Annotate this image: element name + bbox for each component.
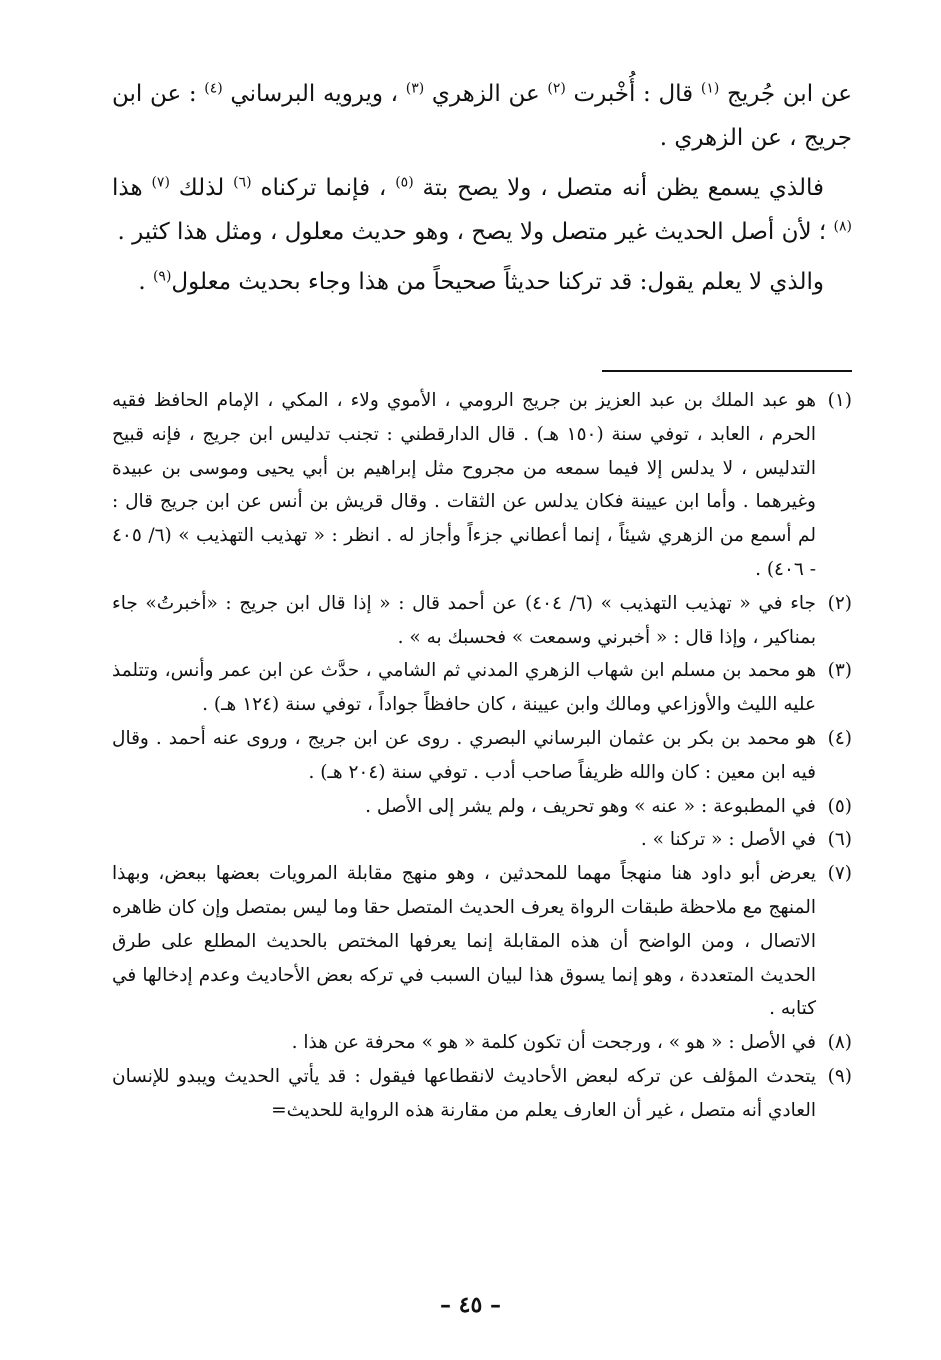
footnote-ref-1[interactable]: (١): [700, 80, 720, 97]
footnote-9: [112, 1060, 852, 1128]
footnote-text: جاء في « تهذيب التهذيب » (٦/ ٤٠٤) عن أحمد قال : « إذا قال ابن جريج : «أخبرتُ» جاء بمناكير ، وإذا قال : « أخبرني وسمعت » فحسبك به » .: [112, 592, 816, 648]
footnote-number: (١): [827, 390, 852, 411]
footnote-6: [112, 823, 852, 857]
footnote-1: [112, 384, 852, 587]
main-text: [112, 72, 852, 310]
footnote-number: (٢): [827, 592, 852, 614]
footnote-number: (٦): [827, 829, 852, 851]
paragraph-1: عن ابن جُريج $^{(١)}$ قال : أُخْبرت $^{(٢)}$ عن الزهري $^{(٣)}$ ، ويرويه البرساني $^{(٤)}$ : عن ابن جريج ، عن الزهري .: [112, 80, 852, 151]
footnote-ref-4[interactable]: (٤): [204, 80, 223, 97]
footnote-ref-5[interactable]: (٥): [395, 174, 414, 191]
footnote-text: يعرض أبو داود هنا منهجاً مهما للمحدثين ، وهو منهج مقابلة المرويات بعضها ببعض، وبهذا المنهج مع ملاحظة طبقات الرواة يعرف الحديث المتصل حقا وما ليس بمتصل وإن كان ظاهره الاتصال ، ومن الواضح أن هذه المقابلة إنما يعرفها المختص بالحديث المطلع على طرق الحديث المتعددة ، وهو إنما يسوق هذا لبيان السبب في تركه بعض الأحاديث وعدم إدخالها في كتابه .: [112, 863, 816, 1020]
footnote-ref-8[interactable]: (٨): [833, 218, 852, 235]
footnote-text: في الأصل : « تركنا » .: [640, 829, 816, 851]
footnote-7: [112, 857, 852, 1026]
paragraph-2: فالذي يسمع يظن أنه متصل ، ولا يصح بتة $^{(٥)}$ ، فإنما تركناه $^{(٦)}$ لذلك $^{(٧)}$ هذا $^{(٨)}$ ؛ لأن أصل الحديث غير متصل ولا يصح ، وهو حديث معلول ، ومثل هذا كثير .: [112, 174, 852, 245]
footnote-text: يتحدث المؤلف عن تركه لبعض الأحاديث لانقطاعها فيقول : قد يأتي الحديث ويبدو للإنسان العادي أنه متصل ، غير أن العارف يعلم من مقارنة هذه الرواية للحديث=: [112, 1065, 816, 1121]
footnote-2: [112, 587, 852, 655]
footnote-4: [112, 722, 852, 790]
footnote-text: هو محمد بن بكر بن عثمان البرساني البصري . روى عن ابن جريج ، وروى عنه أحمد . وقال فيه ابن معين : كان والله ظريفاً صاحب أدب . توفي سنة (٢٠٤ هـ) .: [112, 727, 816, 783]
footnote-ref-9[interactable]: (٩): [152, 268, 172, 285]
footnote-5: [112, 790, 852, 824]
footnote-8: [112, 1026, 852, 1060]
footnote-separator: [602, 370, 852, 372]
footnote-number: (٣): [827, 660, 852, 682]
footnote-3: [112, 654, 852, 722]
footnote-ref-3[interactable]: (٣): [405, 80, 425, 97]
footnote-ref-6[interactable]: (٦): [233, 174, 252, 191]
footnote-number: (٤): [827, 727, 852, 749]
footnote-number: (٥): [827, 795, 852, 817]
footnote-number: (٧): [827, 863, 852, 885]
footnote-text: في الأصل : « هو » ، ورجحت أن تكون كلمة « هو » محرفة عن هذا .: [291, 1032, 816, 1054]
footnote-text: هو عبد الملك بن عبد العزيز بن جريج الرومي ، الأموي ولاء ، المكي ، الإمام الحافظ فقيه الحرم ، العابد ، توفي سنة (١٥٠ هـ) . قال الدارقطني : تجنب تدليس ابن جريج ، فإنه قبيح التدليس ، لا يدلس إلا فيما سمعه من مجروح مثل إبراهيم بن أبي يحيى وموسى بن عبيدة وغيرهما . وأما ابن عيينة فكان يدلس عن الثقات . وقال قريش بن أنس عن ابن جريج قال : لم أسمع من الزهري شيئاً ، إنما أعطاني جزءاً وأجاز له . انظر : « تهذيب التهذيب » (٦/ ٤٠٥ - ٤٠٦) .: [112, 390, 816, 580]
footnote-text: هو محمد بن مسلم ابن شهاب الزهري المدني ثم الشامي ، حدَّث عن ابن عمر وأنس، وتتلمذ عليه الليث والأوزاعي ومالك وابن عيينة ، كان حافظاً جواداً ، توفي سنة (١٢٤ هـ) .: [112, 660, 816, 716]
page-number: – ٤٥ –: [440, 1292, 501, 1318]
footnote-number: (٩): [827, 1065, 852, 1087]
footnote-text: في المطبوعة : « عنه » وهو تحريف ، ولم يشر إلى الأصل .: [365, 795, 816, 817]
paragraph-3: والذي لا يعلم يقول: قد تركنا حديثاً صحيحاً من هذا وجاء بحديث معلول$^{(٩)}$ .: [138, 268, 824, 295]
footnote-number: (٨): [827, 1032, 852, 1054]
footnotes: [112, 384, 852, 1128]
footnote-ref-7[interactable]: (٧): [151, 174, 170, 191]
footnote-ref-2[interactable]: (٢): [547, 80, 566, 97]
